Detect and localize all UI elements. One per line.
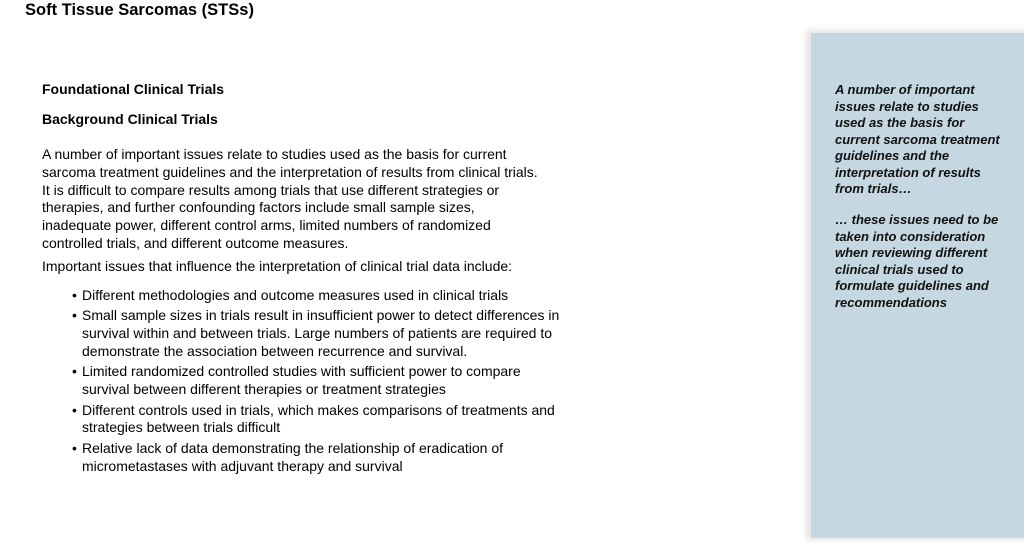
section-heading-foundational: Foundational Clinical Trials [42, 81, 225, 97]
sidebar-callout-1: A number of important issues relate to studies used as the basis for current sarcoma treatment guidelines and the interpretation of results from trials… [835, 82, 1000, 196]
bullet-text: Small sample sizes in trials result in insufficient power to detect differences in survival within and between trials. Large numbers of patients are required to demonstrate the association between recurrence and survival. [82, 307, 560, 359]
bullet-item [72, 440, 562, 476]
bullet-text: Limited randomized controlled studies with sufficient power to compare survival between different therapies or treatment strategies [82, 363, 521, 398]
bullet-item [72, 402, 562, 438]
bullet-item [72, 363, 562, 399]
issues-intro-paragraph: Important issues that influence the interpretation of clinical trial data include: [42, 258, 513, 274]
bullet-icon: • [72, 307, 77, 324]
intro-paragraph: A number of important issues relate to studies used as the basis for current sarcoma treatment guidelines and the interpretation of results from clinical trials. It is difficult to compare results among trials that use different strategies or therapies, and further confounding factors include small sample sizes, inadequate power, different control arms, limited numbers of randomized controlled trials, and different outcome measures. [42, 146, 538, 251]
bullet-icon: • [72, 287, 77, 303]
section-heading-background: Background Clinical Trials [42, 111, 218, 127]
bullet-icon: • [72, 401, 77, 418]
sidebar-callout-2: … these issues need to be taken into consideration when reviewing different clinical trials used to formulate guidelines and recommendations [835, 212, 999, 310]
bullet-text: Different controls used in trials, which makes comparisons of treatments and strategies between trials difficult [82, 401, 555, 436]
bullet-item [72, 307, 562, 360]
bullet-text: Different methodologies and outcome measures used in clinical trials [82, 287, 509, 303]
key-points-sidebar [811, 33, 1024, 538]
issues-bullet-list [72, 287, 562, 478]
bullet-item [72, 287, 562, 305]
bullet-text: Relative lack of data demonstrating the relationship of eradication of micrometastases with adjuvant therapy and survival [82, 439, 504, 474]
bullet-icon: • [72, 363, 77, 380]
bullet-icon: • [72, 439, 77, 456]
page-title: Soft Tissue Sarcomas (STSs) [25, 1, 254, 19]
